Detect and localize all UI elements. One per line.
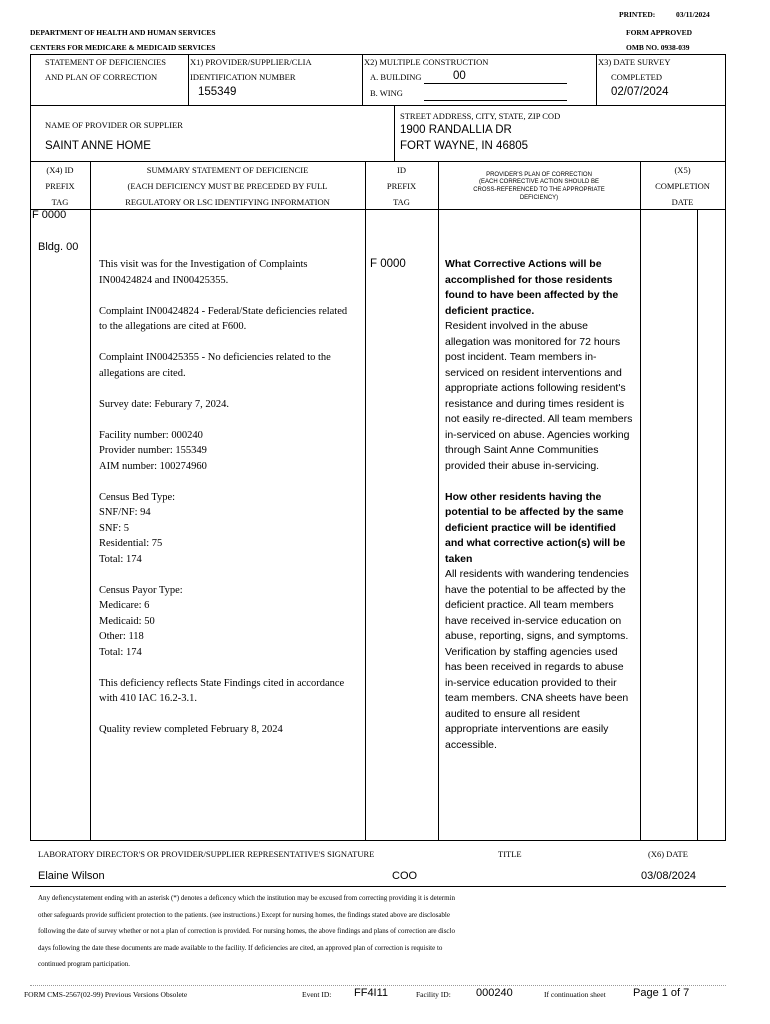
summary-state-findings: This deficiency reflects State Findings cited in accordance with 410 IAC 16.2-3.1. bbox=[99, 677, 345, 704]
disclaimer-line-2: other safeguards provide sufficient protection to the patients. (see instructions.) Except for nursing homes, the findings stated above are disclosable bbox=[38, 910, 450, 919]
summary-snf: SNF: 5 bbox=[99, 522, 130, 534]
summary-other: Other: 118 bbox=[99, 631, 144, 642]
form-approved: FORM APPROVED bbox=[626, 28, 693, 37]
statement-label-line2: AND PLAN OF CORRECTION bbox=[45, 72, 158, 82]
x5-header-1: (X5) bbox=[674, 165, 691, 175]
tag-left: F 0000 bbox=[32, 209, 67, 221]
provider-name-value: SAINT ANNE HOME bbox=[45, 140, 151, 152]
completed-label: COMPLETED bbox=[611, 72, 662, 82]
signature-date: 03/08/2024 bbox=[641, 870, 697, 882]
summary-medicare: Medicare: 6 bbox=[99, 600, 150, 611]
id-header-3: TAG bbox=[393, 197, 410, 207]
statement-label-line1: STATEMENT OF DEFICIENCIES bbox=[45, 57, 167, 67]
plan-header-1: PROVIDER'S PLAN OF CORRECTION bbox=[486, 172, 592, 178]
id-header-1: ID bbox=[397, 165, 406, 175]
x5-header-2: COMPLETION bbox=[655, 181, 710, 191]
address-line2: FORT WAYNE, IN 46805 bbox=[400, 140, 529, 152]
printed-date: 03/11/2024 bbox=[676, 10, 710, 19]
disclaimer bbox=[38, 890, 455, 973]
signature-title: COO bbox=[392, 870, 418, 882]
tag-right: F 0000 bbox=[370, 258, 406, 270]
facility-id-value: 000240 bbox=[476, 987, 513, 999]
plan-of-correction bbox=[445, 257, 635, 769]
address-label: STREET ADDRESS, CITY, STATE, ZIP COD bbox=[400, 111, 561, 121]
building-value: 00 bbox=[453, 70, 466, 82]
summary-p1: This visit was for the Investigation of Complaints IN00424824 and IN00425355. bbox=[99, 259, 308, 286]
event-id-value: FF4I11 bbox=[354, 987, 389, 999]
department-title: DEPARTMENT OF HEALTH AND HUMAN SERVICES bbox=[30, 28, 216, 37]
plan-header-4: DEFICIENCY) bbox=[519, 195, 559, 201]
x4-header-2: PREFIX bbox=[45, 181, 75, 191]
title-label: TITLE bbox=[498, 849, 522, 859]
facility-id-label: Facility ID: bbox=[416, 990, 451, 999]
disclaimer-line-3: following the date of survey whether or not a plan of correction is provided. For nursing homes, the above findings and plans of correction are disclo bbox=[38, 927, 455, 935]
summary-p3: Complaint IN00425355 - No deficiencies related to the allegations are cited. bbox=[99, 352, 331, 379]
provider-id-value: 155349 bbox=[198, 86, 237, 98]
address-line1: 1900 RANDALLIA DR bbox=[400, 124, 512, 136]
disclaimer-line-5: continued program participation. bbox=[38, 960, 130, 968]
summary-total-payor: Total: 174 bbox=[99, 646, 142, 658]
summary-medicaid: Medicaid: 50 bbox=[99, 615, 155, 627]
plan-heading-2: How other residents having the potential to be affected by the same deficient practice will be identified and what corrective action(s) will be taken bbox=[445, 490, 626, 565]
x4-header-3: TAG bbox=[51, 197, 69, 207]
building-label: A. BUILDING bbox=[370, 72, 422, 82]
signature-label: LABORATORY DIRECTOR'S OR PROVIDER/SUPPLIER REPRESENTATIVE'S SIGNATURE bbox=[38, 849, 375, 859]
x5-header-3: DATE bbox=[671, 197, 694, 207]
provider-name-label: NAME OF PROVIDER OR SUPPLIER bbox=[45, 120, 183, 130]
summary-quality-review: Quality review completed February 8, 2024 bbox=[99, 724, 283, 735]
summary-statement bbox=[99, 257, 349, 753]
summary-residential: Residential: 75 bbox=[99, 538, 163, 549]
summary-facility-number: Facility number: 000240 bbox=[99, 429, 203, 441]
page-number: Page 1 of 7 bbox=[633, 987, 690, 999]
plan-paragraph-2: All residents with wandering tendencies have the potential to be affected by the deficient practice. All team members have received in-service education on abuse, reporting, signs, and symptoms. Verification by staffing agencies used has been received in regards to abuse in-service education provided to their team members. CNA sheets have been audited to ensure all resident appropriate interventions are easily accessible. bbox=[445, 568, 629, 751]
summary-provider-number: Provider number: 155349 bbox=[99, 445, 207, 456]
disclaimer-line-4: days following the date these documents are made available to the facility. If deficiencies are cited, an approved plan of correction is requisite to bbox=[38, 943, 443, 952]
omb-number: OMB NO. 0938-039 bbox=[626, 43, 690, 52]
summary-header-2: (EACH DEFICIENCY MUST BE PRECEDED BY FULL bbox=[127, 181, 328, 191]
printed-label: PRINTED: bbox=[619, 10, 656, 19]
signature-name: Elaine Wilson bbox=[38, 870, 105, 882]
wing-label: B. WING bbox=[370, 88, 403, 98]
disclaimer-line-1: Any defiencystatement ending with an asterisk (*) denotes a deficency which the institution may be excused from correcting providing it is determin bbox=[38, 894, 455, 902]
plan-paragraph-1: Resident involved in the abuse allegation was monitored for 72 hours post incident. Team members in-serviced on resident interventions and appropriate actions following resident's resistance and during times resident is not easily re-directed. All team members in-serviced on abuse. Agencies working through Saint Anne Communities provided their abuse in-servicing. bbox=[445, 320, 633, 472]
date-survey-label: X3) DATE SURVEY bbox=[598, 57, 671, 67]
summary-header-3: REGULATORY OR LSC IDENTIFYING INFORMATION bbox=[125, 197, 330, 207]
plan-header-2: (EACH CORRECTIVE ACTION SHOULD BE bbox=[478, 179, 600, 185]
multiple-construction-label: X2) MULTIPLE CONSTRUCTION bbox=[364, 57, 489, 67]
provider-id-label-line1: X1) PROVIDER/SUPPLIER/CLIA bbox=[190, 57, 312, 67]
summary-header-1: SUMMARY STATEMENT OF DEFICIENCIE bbox=[146, 165, 309, 175]
summary-total-bed: Total: 174 bbox=[99, 553, 142, 565]
continuation-label: If continuation sheet bbox=[544, 990, 606, 999]
centers-title: CENTERS FOR MEDICARE & MEDICAID SERVICES bbox=[30, 43, 216, 52]
building-tag: Bldg. 00 bbox=[38, 241, 79, 253]
plan-heading-1: What Corrective Actions will be accomplished for those residents found to have been affected by the deficient practice. bbox=[445, 258, 619, 317]
id-header-2: PREFIX bbox=[386, 181, 417, 191]
summary-snf-nf: SNF/NF: 94 bbox=[99, 507, 151, 518]
summary-p2: Complaint IN00424824 - Federal/State deficiencies related to the allegations are cited at F600. bbox=[99, 305, 348, 332]
summary-aim-number: AIM number: 100274960 bbox=[99, 460, 207, 472]
event-id-label: Event ID: bbox=[302, 990, 332, 999]
survey-date-value: 02/07/2024 bbox=[611, 86, 669, 98]
x4-header-1: (X4) ID bbox=[46, 165, 74, 175]
signature-date-label: (X6) DATE bbox=[648, 849, 688, 859]
summary-p4: Survey date: Feburary 7, 2024. bbox=[99, 398, 230, 410]
summary-census-payor: Census Payor Type: bbox=[99, 584, 183, 596]
summary-census-bed: Census Bed Type: bbox=[99, 491, 176, 503]
form-number: FORM CMS-2567(02-99) Previous Versions Obsolete bbox=[24, 990, 188, 999]
provider-id-label-line2: IDENTIFICATION NUMBER bbox=[190, 72, 296, 82]
plan-header-3: CROSS-REFERENCED TO THE APPROPRIATE bbox=[473, 187, 605, 193]
